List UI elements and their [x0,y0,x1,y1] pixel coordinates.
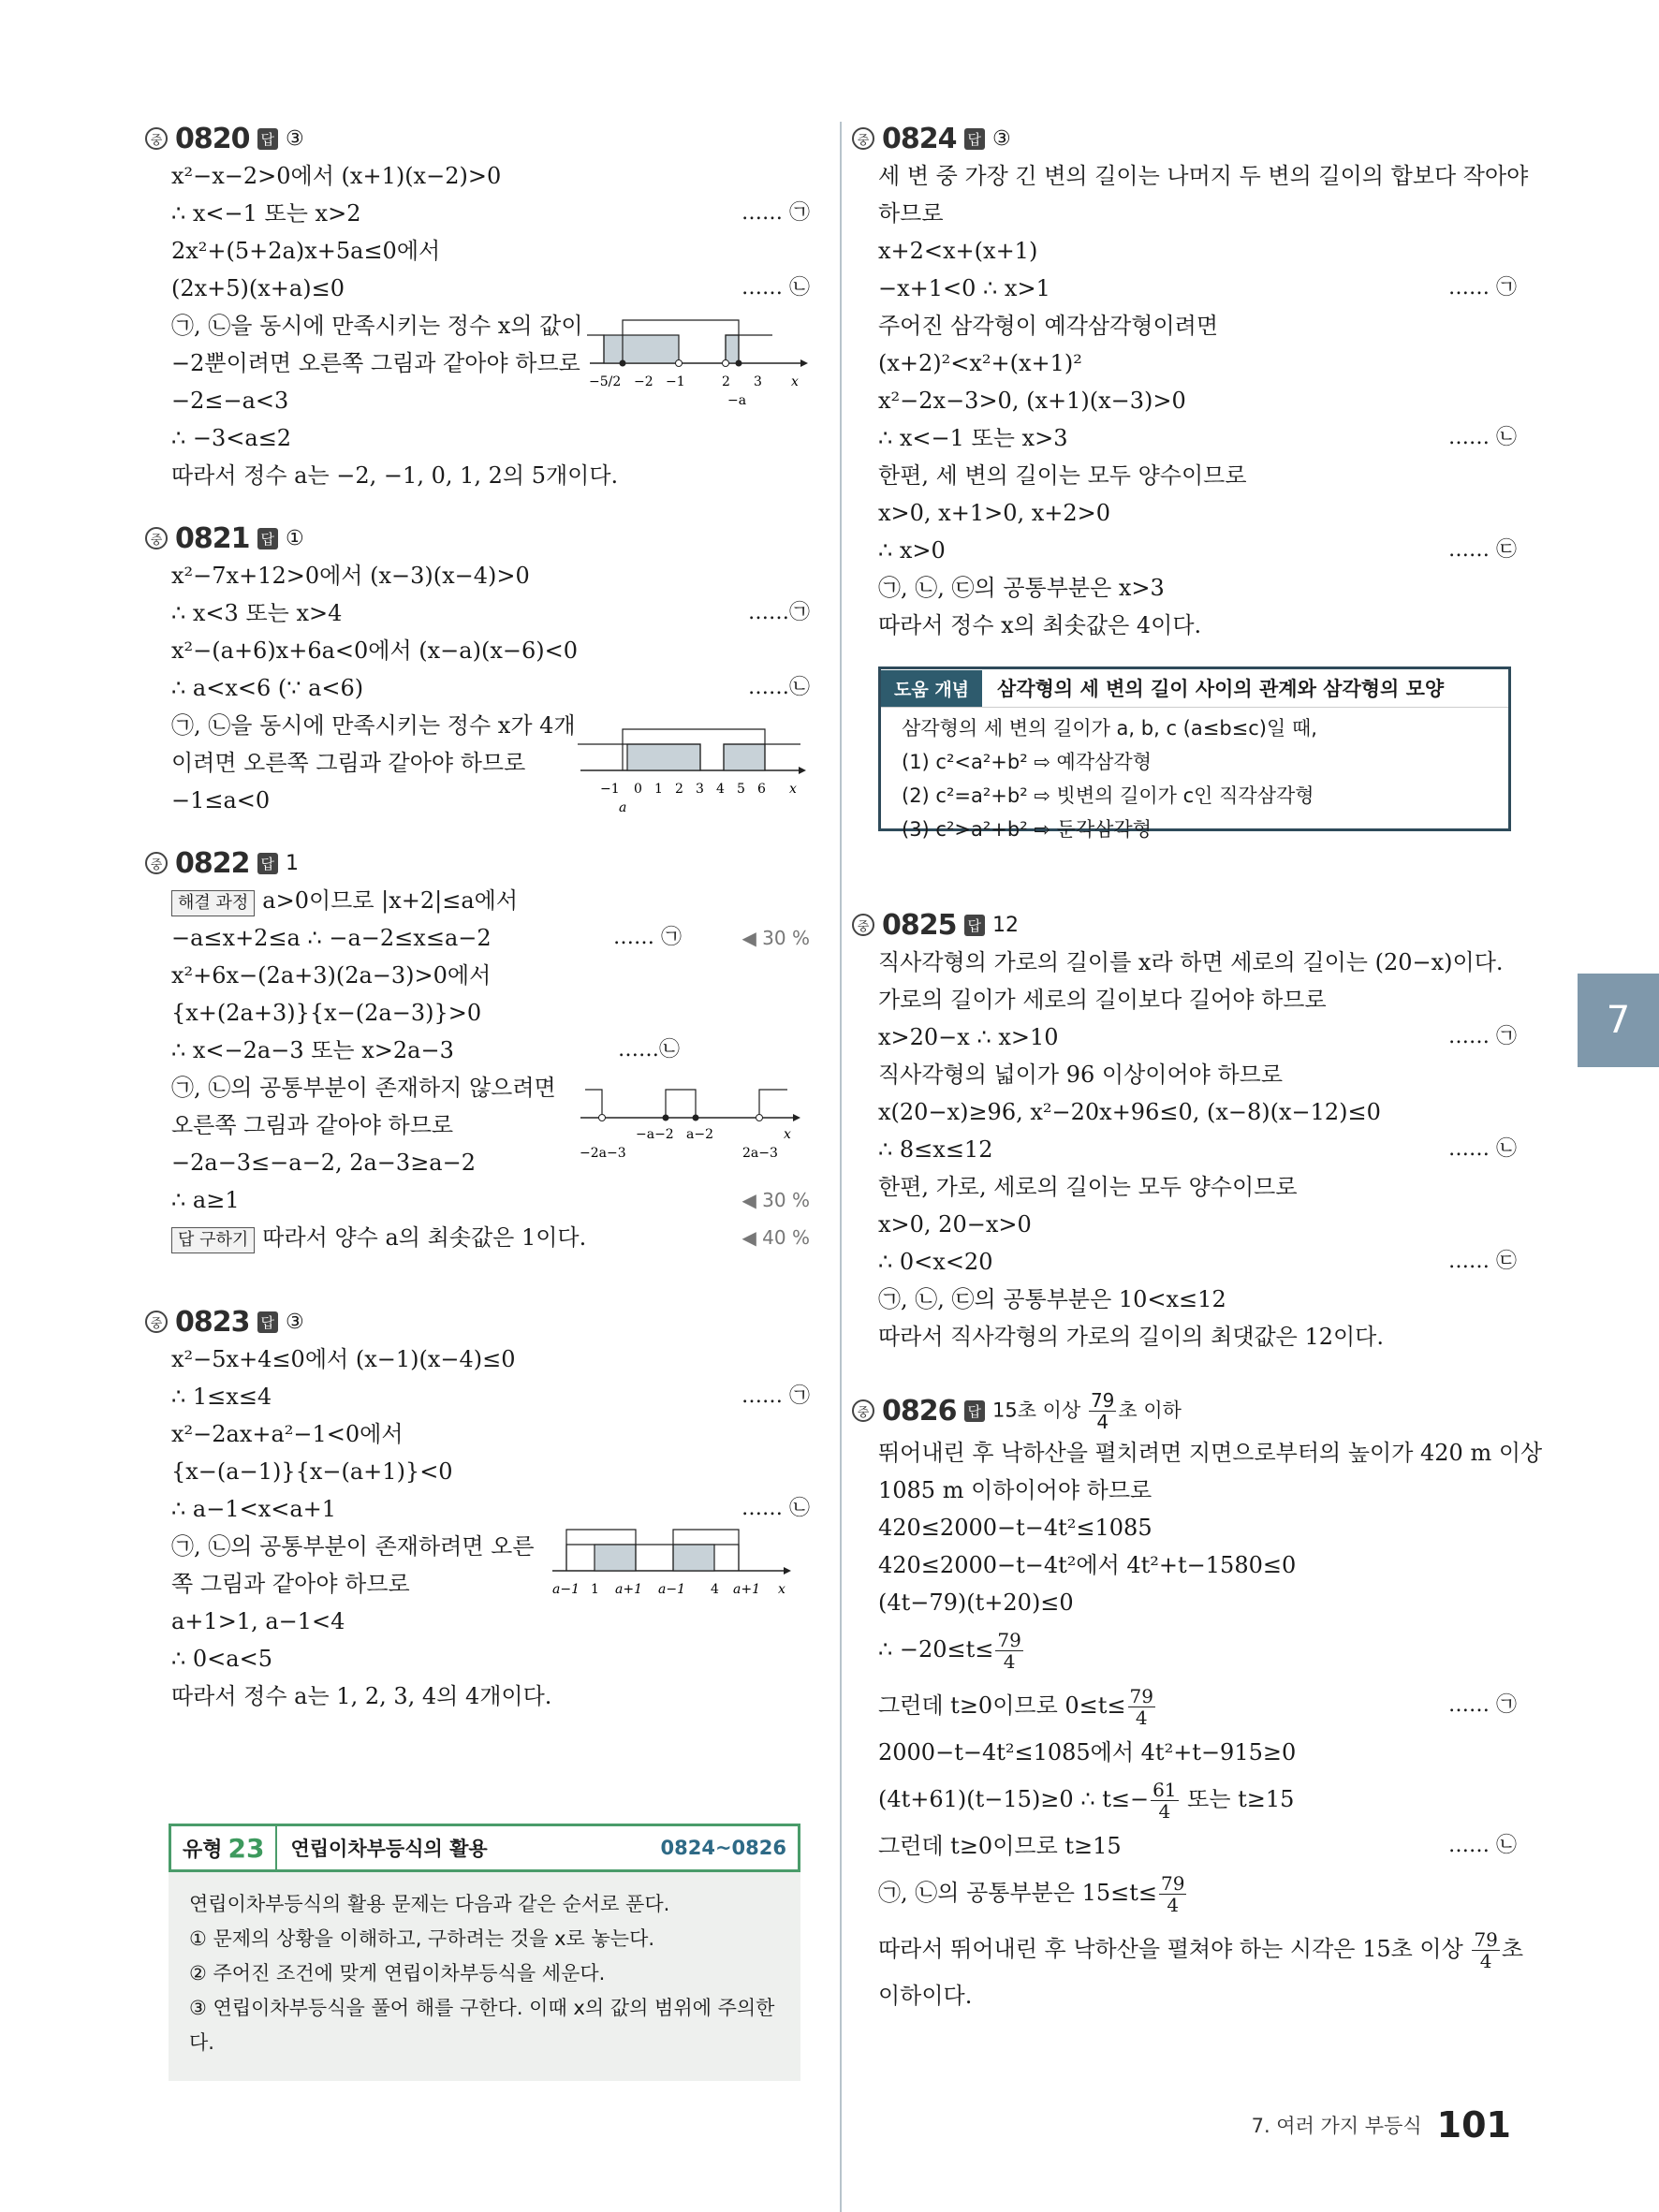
solution-line: a+1>1, a−1<4 [171,1608,345,1634]
column-divider [840,122,842,2212]
type-tag: 유형 23 [171,1826,277,1869]
solution-line: 그런데 t≥0이므로 0≤t≤ $\frac{79}{4}$ …… ㉠ [878,1685,1517,1729]
answer-value: ③ [286,1310,304,1334]
solution-line: {x+(2a+3)}{x−(2a−3)}>0 [171,1000,482,1026]
problem-number: 0824 [882,122,957,155]
solution-line: x(20−x)≥96, x²−20x+96≤0, (x−8)(x−12)≤0 [878,1099,1381,1125]
svg-text:4: 4 [711,1582,719,1597]
answer-value: 12 [992,913,1019,937]
svg-text:a+1: a+1 [733,1582,760,1597]
solution-line: 가로의 길이가 세로의 길이보다 길어야 하므로 [878,987,1327,1013]
solution-line: ∴ 8≤x≤12 …… ㉡ [878,1136,1517,1163]
solution-line: −2a−3≤−a−2, 2a−3≥a−2 [171,1150,476,1176]
solution-line: 따라서 직사각형의 가로의 길이의 최댓값은 12이다. [878,1324,1384,1350]
svg-text:x: x [791,374,799,389]
answer-value: 15초 이상 $\frac{79}{4}$ 초 이하 [992,1388,1182,1433]
solution-line: ∴ a−1<x<a+1 …… ㉡ [171,1496,810,1522]
number-line-figure [576,1069,810,1172]
type-line: 연립이차부등식의 활용 문제는 다음과 같은 순서로 푼다. [189,1893,670,1915]
solution-line: x²−2ax+a²−1<0에서 [171,1421,404,1447]
solution-line: 한편, 가로, 세로의 길이는 모두 양수이므로 [878,1174,1298,1200]
svg-text:x: x [778,1582,785,1597]
problem-0820 [145,120,810,494]
problem-0823 [145,1303,810,1715]
problem-0825 [852,906,1517,1355]
solution-line: −2뿐이려면 오른쪽 그림과 같아야 하므로 [171,350,580,376]
solution-line: ∴ 1≤x≤4 …… ㉠ [171,1384,810,1410]
problem-number: 0821 [175,521,250,555]
solution-line: 따라서 정수 a는 1, 2, 3, 4의 4개이다. [171,1683,552,1709]
solution-line: ∴ x<−1 또는 x>3 …… ㉡ [878,425,1517,451]
tip-line: (3) c²>a²+b² ⇨ 둔각삼각형 [902,818,1152,841]
type-line: ① 문제의 상황을 이해하고, 구하려는 것을 x로 놓는다. [189,1927,655,1950]
type-line: ③ 연립이차부등식을 풀어 해를 구한다. 이때 x의 값의 범위에 주의한다. [189,1997,775,2054]
solution-line: 1085 m 이하이어야 하므로 [878,1477,1152,1503]
type-summary-box [169,1824,800,2081]
solution-line: 2x²+(5+2a)x+5a≤0에서 [171,238,441,264]
level-icon: 중 [145,852,168,874]
problem-header [145,844,810,882]
solution-line: ㉠, ㉡을 동시에 만족시키는 정수 x가 4개 [171,712,576,739]
solution-line: 직사각형의 가로의 길이를 x라 하면 세로의 길이는 (20−x)이다. [878,949,1504,975]
answer-tag: 답 [257,1311,279,1333]
concept-tip-box [878,667,1511,841]
problem-number: 0825 [882,908,957,942]
solution-line: x²−(a+6)x+6a<0에서 (x−a)(x−6)<0 [171,637,578,664]
problem-0822 [145,844,810,1256]
solution-line: ∴ x<−1 또는 x>2 …… ㉠ [171,200,810,227]
level-icon: 중 [145,127,168,150]
level-icon: 중 [145,1311,168,1333]
problem-number: 0820 [175,122,250,155]
solution-line: ∴ x<3 또는 x>4 ……㉠ [171,600,810,626]
solution-line: x²−2x−3>0, (x+1)(x−3)>0 [878,388,1186,414]
solution-line: ㉠, ㉡의 공통부분이 존재하려면 오른 [171,1533,535,1560]
solution-line: 420≤2000−t−4t²≤1085 [878,1515,1152,1541]
answer-tag: 답 [964,1400,986,1422]
solution-line: ㉠, ㉡, ㉢의 공통부분은 x>3 [878,575,1165,601]
solution-line: 세 변 중 가장 긴 변의 길이는 나머지 두 변의 길이의 합보다 작아야 [878,163,1529,189]
chapter-tab[interactable]: 7 [1578,974,1659,1067]
svg-text:4: 4 [716,782,725,797]
chapter-title: 7. 여러 가지 부등식 [1251,2115,1422,2137]
svg-text:−a: −a [727,393,747,408]
solution-line: 이려면 오른쪽 그림과 같아야 하므로 [171,750,526,776]
answer-value: ③ [286,126,304,151]
svg-text:5: 5 [737,782,745,797]
type-header [169,1824,800,1872]
solution-line: 따라서 정수 a는 −2, −1, 0, 1, 2의 5개이다. [171,462,619,489]
problem-header [145,520,810,557]
problem-header [852,906,1517,944]
level-icon: 중 [145,527,168,549]
solution-line: ㉠, ㉡의 공통부분은 15≤t≤ $\frac{79}{4}$ [878,1872,1185,1916]
problem-0826 [852,1387,1543,2014]
svg-text:a−1: a−1 [552,1582,580,1597]
solution-line: 따라서 뛰어내린 후 낙하산을 펼쳐야 하는 시각은 15초 이상 $\frac{79}{4}$ 초 [878,1928,1524,1972]
tip-line: (1) c²<a²+b² ⇨ 예각삼각형 [902,751,1152,773]
svg-text:2: 2 [675,782,683,797]
tip-line: 삼각형의 세 변의 길이가 a, b, c (a≤b≤c)일 때, [902,717,1317,740]
solution-line: −x+1<0 ∴ x>1 …… ㉠ [878,275,1517,301]
problem-header [852,1387,1517,1434]
svg-text:−2: −2 [634,374,653,389]
solution-line: (4t−79)(t+20)≤0 [878,1589,1074,1616]
answer-tag: 답 [964,128,986,150]
svg-text:a: a [619,800,627,815]
solution-line: ∴ −3<a≤2 [171,425,292,451]
problem-0824 [852,120,1529,644]
number-line-figure [576,716,810,819]
svg-text:x: x [784,1127,791,1142]
type-line: ② 주어진 조건에 맞게 연립이차부등식을 세운다. [189,1962,606,1985]
solution-line: 답 구하기 따라서 양수 a의 최솟값은 1이다. ◀ 40 % [145,1219,810,1256]
svg-text:a−1: a−1 [658,1582,685,1597]
solution-line: 직사각형의 넓이가 96 이상이어야 하므로 [878,1062,1283,1088]
svg-text:1: 1 [591,1582,599,1597]
type-title: 연립이차부등식의 활용 [290,1838,488,1860]
solution-line: x²−x−2>0에서 (x+1)(x−2)>0 [171,163,502,189]
problem-number: 0822 [175,846,250,880]
page-number: 101 [1436,2104,1511,2146]
answer-value: ③ [992,126,1011,151]
tip-line: (2) c²=a²+b² ⇨ 빗변의 길이가 c인 직각삼각형 [902,784,1314,807]
solution-line: ∴ a≥1 ◀ 30 % [171,1187,810,1213]
solution-line: x²−5x+4≤0에서 (x−1)(x−4)≤0 [171,1346,516,1372]
svg-text:1: 1 [654,782,663,797]
level-icon: 중 [852,1399,874,1422]
svg-text:2: 2 [722,374,730,389]
solution-line: 따라서 정수 x의 최솟값은 4이다. [878,612,1202,638]
solution-line: x>0, 20−x>0 [878,1211,1032,1238]
solution-line: 420≤2000−t−4t²에서 4t²+t−1580≤0 [878,1552,1297,1578]
svg-text:6: 6 [757,782,766,797]
solution-line: x>20−x ∴ x>10 …… ㉠ [878,1024,1517,1050]
solution-line: 주어진 삼각형이 예각삼각형이려면 [878,313,1219,339]
solution-line: 오른쪽 그림과 같아야 하므로 [171,1112,454,1138]
answer-value: ① [286,526,304,550]
level-icon: 중 [852,127,874,150]
solution-line: ∴ −20≤t≤ $\frac{79}{4}$ [878,1629,1021,1673]
problem-0821 [145,520,810,819]
svg-text:−5/2: −5/2 [589,374,622,389]
page-footer [1252,2104,1511,2146]
solution-line: ∴ a<x<6 (∵ a<6) ……㉡ [171,675,810,701]
tip-tag: 도움 개념 [881,670,982,707]
solution-line: ㉠, ㉡을 동시에 만족시키는 정수 x의 값이 [171,313,583,339]
problem-number: 0826 [882,1394,957,1428]
solution-line: −a≤x+2≤a ∴ −a−2≤x≤a−2 …… ㉠ ◀ 30 % [171,925,810,951]
svg-text:−1: −1 [666,374,685,389]
type-range: 0824~0826 [660,1837,786,1859]
solution-line: (4t+61)(t−15)≥0 ∴ t≤− $\frac{61}{4}$ 또는 t≥15 [878,1779,1295,1823]
svg-text:3: 3 [696,782,704,797]
solution-line: 2000−t−4t²≤1085에서 4t²+t−915≥0 [878,1739,1297,1765]
solution-line: {x−(a−1)}{x−(a+1)}<0 [171,1458,453,1485]
solution-line: ∴ 0<a<5 [171,1646,272,1672]
tip-title: 삼각형의 세 변의 길이 사이의 관계와 삼각형의 모양 [997,678,1445,700]
problem-header [145,1303,810,1340]
solution-line: 쪽 그림과 같아야 하므로 [171,1571,410,1597]
solution-line: ∴ 0<x<20 …… ㉢ [878,1249,1517,1275]
svg-text:2a−3: 2a−3 [742,1146,778,1161]
svg-text:a+1: a+1 [615,1582,642,1597]
solution-line: x²+6x−(2a+3)(2a−3)>0에서 [171,962,492,989]
solution-line: 그런데 t≥0이므로 t≥15 …… ㉡ [878,1833,1517,1859]
svg-text:−a−2: −a−2 [636,1127,674,1142]
solution-line: x²−7x+12>0에서 (x−3)(x−4)>0 [171,563,530,589]
solution-line: (2x+5)(x+a)≤0 …… ㉡ [171,275,810,301]
solution-line: 하므로 [878,200,944,227]
solution-line: (x+2)²<x²+(x+1)² [878,350,1082,376]
svg-text:−2a−3: −2a−3 [580,1146,626,1161]
solution-line: ∴ x<−2a−3 또는 x>2a−3 ……㉡ [171,1037,681,1063]
solution-line: 한편, 세 변의 길이는 모두 양수이므로 [878,462,1247,489]
svg-text:−1: −1 [600,782,620,797]
number-line-figure [585,307,810,419]
answer-tag: 답 [257,853,279,874]
solution-line: −1≤a<0 [171,787,271,813]
type-body [169,1872,800,2081]
solution-line: −2≤−a<3 [171,388,289,414]
problem-number: 0823 [175,1305,250,1339]
solution-line: 해결 과정 a>0이므로 |x+2|≤a에서 [145,882,810,919]
solution-line: 이하이다. [878,1983,973,2009]
solution-line: x+2<x+(x+1) [878,238,1038,264]
number-line-figure [548,1516,800,1606]
svg-text:x: x [789,782,797,797]
level-icon: 중 [852,914,874,936]
solution-line: ㉠, ㉡, ㉢의 공통부분은 10<x≤12 [878,1286,1226,1312]
solution-line: x>0, x+1>0, x+2>0 [878,500,1111,526]
svg-text:0: 0 [634,782,642,797]
solution-line: ∴ x>0 …… ㉢ [878,537,1517,564]
answer-tag: 답 [257,128,279,150]
problem-header [145,120,810,157]
solution-line: 뛰어내린 후 낙하산을 펼치려면 지면으로부터의 높이가 420 m 이상 [878,1440,1543,1466]
answer-value: 1 [286,851,299,875]
solution-line: ㉠, ㉡의 공통부분이 존재하지 않으려면 [171,1075,556,1101]
problem-header [852,120,1517,157]
answer-tag: 답 [964,915,986,936]
svg-text:3: 3 [754,374,762,389]
svg-text:a−2: a−2 [686,1127,713,1142]
answer-tag: 답 [257,528,279,549]
tip-header [881,669,1508,708]
